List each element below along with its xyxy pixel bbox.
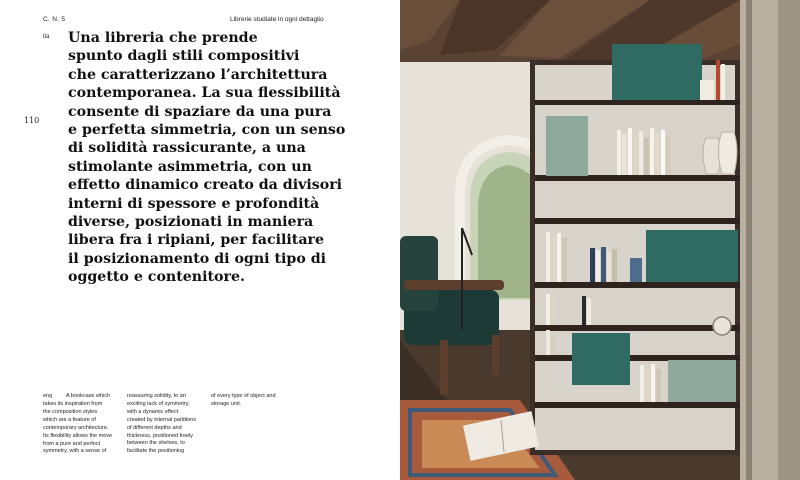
- italian-line: che caratterizzano l’architettura: [68, 66, 328, 83]
- english-line: from a pure and perfect: [43, 440, 101, 447]
- english-line: with a dynamic effect: [127, 408, 179, 415]
- english-line: symmetry, with a sense of: [43, 448, 107, 455]
- sage-panel: [546, 116, 588, 176]
- italian-line: spunto dagli stili compositivi: [68, 48, 300, 65]
- english-line: the composition styles: [43, 408, 98, 415]
- page-number: 110: [24, 116, 40, 125]
- italian-line: effetto dinamico creato da divisori: [68, 177, 343, 194]
- english-label: eng: [43, 393, 53, 399]
- bookcase-interior-photo: [400, 0, 800, 480]
- english-line: thickness, positioned freely: [127, 432, 194, 439]
- italian-line: il posizionamento di ogni tipo di: [68, 250, 327, 267]
- italian-line: interni di spessore e profondità: [68, 195, 320, 212]
- italian-label: ita: [43, 34, 50, 40]
- italian-line: stimolante asimmetria, con un: [68, 158, 312, 175]
- english-line: reassuring solidity, to an: [127, 393, 186, 399]
- english-line: of every type of object and: [211, 393, 276, 399]
- english-line: of different depths and: [127, 424, 182, 431]
- english-col1: [43, 401, 133, 456]
- english-line: exciting lack of symmetry,: [127, 400, 190, 407]
- english-line: contemporary architecture.: [43, 424, 109, 431]
- italian-line: e perfetta simmetria, con un senso: [68, 122, 346, 139]
- english-line: created by internal partitions: [127, 416, 197, 423]
- italian-line: diverse, posizionati in maniera: [68, 214, 314, 231]
- english-col3: [211, 393, 291, 409]
- teal-panel: [612, 44, 702, 100]
- english-line: which are a feature of: [43, 416, 96, 423]
- english-line: A bookcase which: [66, 393, 111, 399]
- italian-line: contemporanea. La sua flessibilità: [68, 85, 341, 102]
- english-line: Its flexibility allows the move: [43, 432, 113, 439]
- italian-line: oggetto e contenitore.: [68, 269, 245, 286]
- english-line: between the shelves, to: [127, 440, 185, 447]
- english-col2: [127, 393, 207, 456]
- italian-body: [68, 29, 386, 287]
- door-knob-icon: [713, 317, 731, 335]
- italian-line: libera fra i ripiani, per facilitare: [68, 232, 325, 249]
- english-line: takes its inspiration from: [43, 401, 103, 407]
- english-line: facilitate the positioning: [127, 448, 185, 455]
- italian-line: di solidità rassicurante, a una: [68, 140, 306, 157]
- section-code: C. N. 5: [43, 16, 66, 23]
- english-line: storage unit.: [211, 400, 242, 407]
- italian-line: consente di spaziare da una pura: [68, 103, 332, 120]
- section-title: Librerie studiate in ogni dettaglio: [230, 16, 324, 23]
- italian-line: Una libreria che prende: [68, 30, 258, 46]
